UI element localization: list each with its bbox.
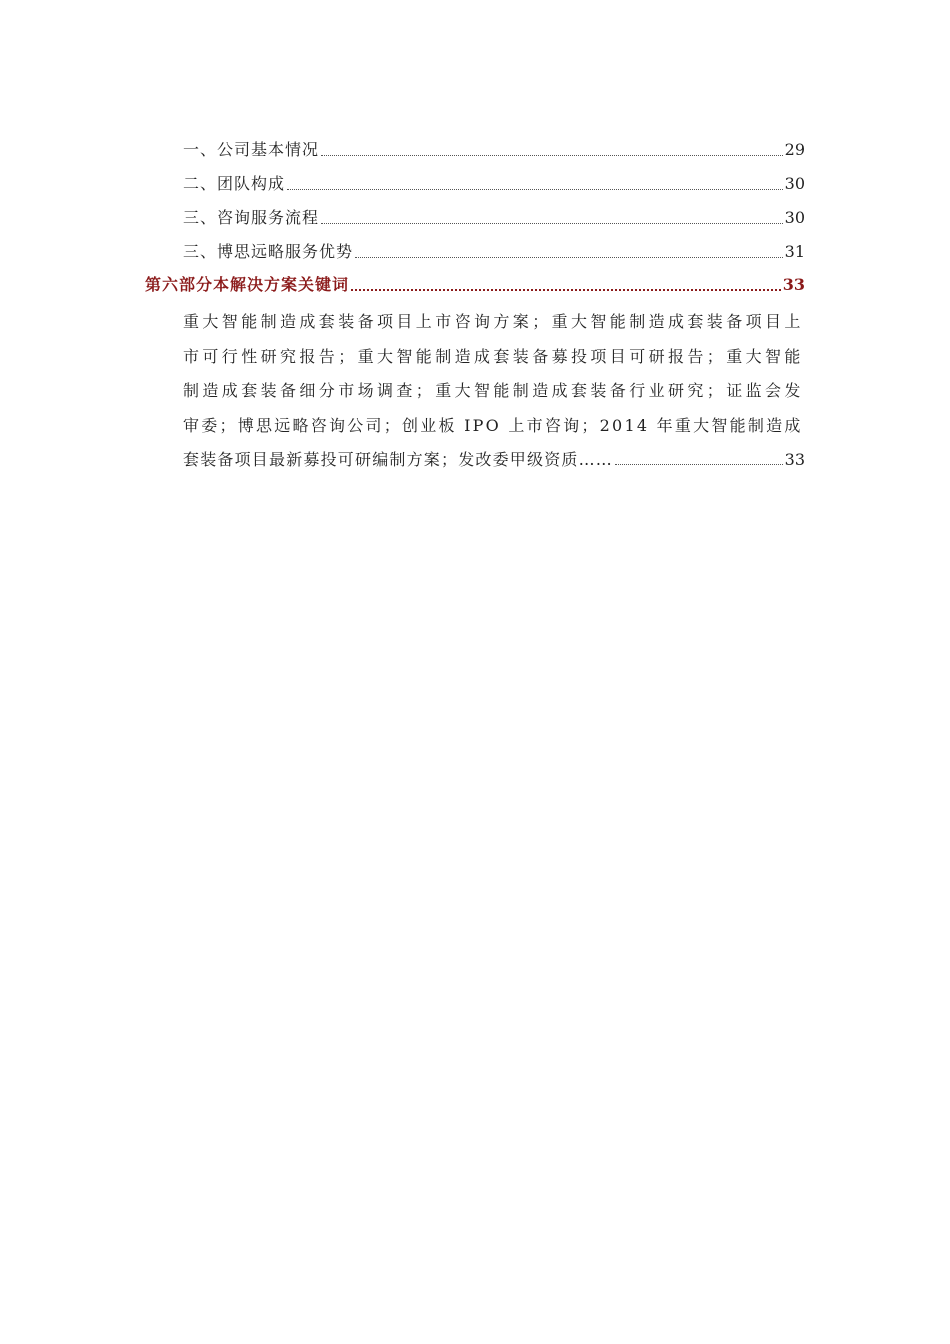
keywords-page: 33	[784, 450, 805, 469]
keywords-line-text: 审委；博思远略咨询公司；创业板 IPO 上市咨询；2014 年重大智能制造成	[183, 415, 803, 435]
toc-part-heading[interactable]	[145, 275, 805, 295]
toc-entry-page: 29	[784, 140, 805, 159]
toc-leader-dots	[287, 188, 783, 190]
toc-entry-title: 二、团队构成	[183, 174, 286, 193]
keywords-line-text: 套装备项目最新募投可研编制方案；发改委甲级资质……	[183, 450, 614, 469]
keywords-paragraph[interactable]	[183, 305, 805, 478]
keywords-line-text: 重大智能制造成套装备项目上市咨询方案；重大智能制造成套装备项目上	[183, 312, 804, 331]
keywords-line	[183, 305, 805, 340]
toc-entry[interactable]	[183, 174, 805, 194]
toc-entry-title: 一、公司基本情况	[183, 140, 320, 159]
keywords-line	[183, 340, 805, 375]
toc-entry[interactable]	[183, 208, 805, 228]
keywords-line	[183, 374, 805, 409]
toc-entry-title: 三、咨询服务流程	[183, 208, 320, 227]
toc-entry[interactable]	[183, 242, 805, 262]
keywords-line	[183, 409, 805, 444]
toc-entry[interactable]	[183, 140, 805, 160]
keywords-line-text: 制造成套装备细分市场调查；重大智能制造成套装备行业研究；证监会发	[183, 381, 804, 400]
toc-entry-page: 30	[784, 208, 805, 227]
keywords-last-line	[183, 443, 805, 478]
toc-leader-dots	[351, 288, 781, 291]
toc-part-title: 第六部分本解决方案关键词	[145, 275, 350, 294]
toc-entry-title: 三、博思远略服务优势	[183, 242, 354, 261]
keywords-line-text: 市可行性研究报告；重大智能制造成套装备募投项目可研报告；重大智能	[183, 346, 804, 366]
toc-entry-page: 31	[784, 242, 805, 261]
toc-part-page: 33	[782, 275, 805, 294]
toc-leader-dots	[615, 463, 783, 465]
toc-entry-page: 30	[784, 174, 805, 193]
toc-leader-dots	[321, 154, 783, 156]
toc-leader-dots	[355, 256, 783, 258]
toc-leader-dots	[321, 222, 783, 224]
